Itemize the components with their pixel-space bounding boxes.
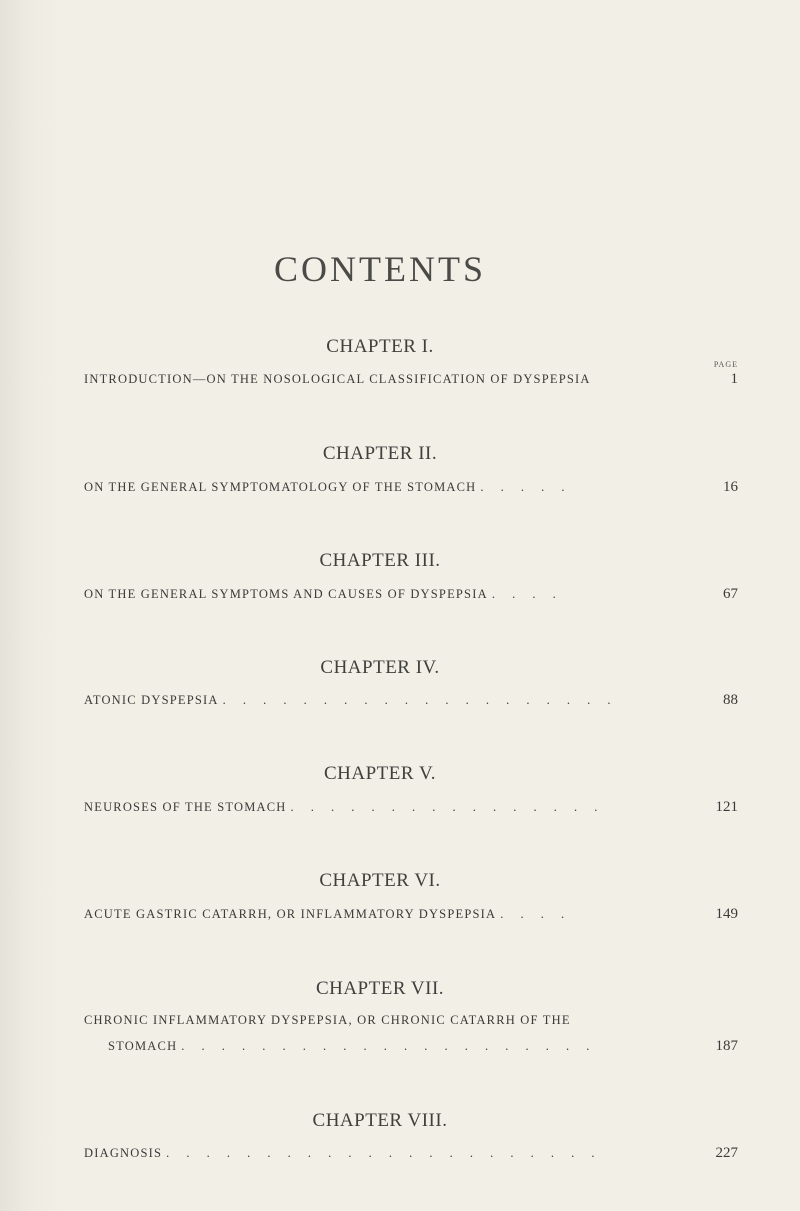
entry-title: ACUTE GASTRIC CATARRH, OR INFLAMMATORY DYSPEPSIA (84, 907, 497, 921)
entry-title: ON THE GENERAL SYMPTOMATOLOGY OF THE STOMACH (84, 480, 477, 494)
chapter-heading: CHAPTER VIII. (312, 1110, 448, 1131)
leader-dots: . . . . . (480, 480, 572, 494)
toc-entry (84, 692, 738, 712)
page-number: 1 (730, 371, 738, 387)
toc-entry (84, 371, 738, 391)
page-number: 227 (715, 1145, 738, 1161)
toc-entry (84, 479, 738, 499)
leader-dots: . . . . . . . . . . . . . . . . . . . . . (181, 1039, 597, 1053)
leader-dots: . . . . . . . . . . . . . . . . . . . . . . (166, 1146, 602, 1160)
chapter-heading: CHAPTER II. (322, 443, 438, 464)
page-number: 88 (723, 692, 738, 708)
page-number: 149 (715, 906, 738, 922)
chapter-heading: CHAPTER VII. (315, 978, 445, 999)
toc-entry (84, 586, 738, 606)
leader-dots: . . . . . . . . . . . . . . . . (290, 800, 605, 814)
toc-entry (84, 906, 738, 926)
chapter-heading: CHAPTER I. (326, 336, 434, 357)
entry-title: INTRODUCTION—ON THE NOSOLOGICAL CLASSIFICATION OF DYSPEPSIA (84, 372, 591, 386)
leader-dots: . . . . . . . . . . . . . . . . . . . . (222, 693, 618, 707)
chapter-heading: CHAPTER V. (324, 763, 436, 784)
toc-entry (84, 799, 738, 819)
entry-title: ATONIC DYSPEPSIA (84, 693, 219, 707)
page-number: 67 (723, 586, 738, 602)
page-title: CONTENTS (274, 249, 486, 289)
page-number: 16 (723, 479, 738, 495)
page-column-label: PAGE (713, 360, 738, 369)
toc-entry (84, 1013, 738, 1058)
entry-title: ON THE GENERAL SYMPTOMS AND CAUSES OF DYSPEPSIA (84, 587, 488, 601)
chapter-heading: CHAPTER IV. (320, 657, 440, 678)
chapter-heading: CHAPTER VI. (319, 870, 441, 891)
leader-dots: . . . . (500, 907, 572, 921)
entry-title: DIAGNOSIS (84, 1146, 163, 1160)
page-number: 121 (715, 799, 738, 815)
page-number: 187 (715, 1038, 738, 1054)
toc-entry (84, 1145, 738, 1165)
entry-title: CHRONIC INFLAMMATORY DYSPEPSIA, OR CHRONIC CATARRH OF THE (84, 1013, 571, 1027)
chapter-heading: CHAPTER III. (319, 550, 441, 571)
entry-title: NEUROSES OF THE STOMACH (84, 800, 287, 814)
leader-dots: . . . . (491, 587, 563, 601)
entry-title-continuation: STOMACH (108, 1039, 178, 1053)
